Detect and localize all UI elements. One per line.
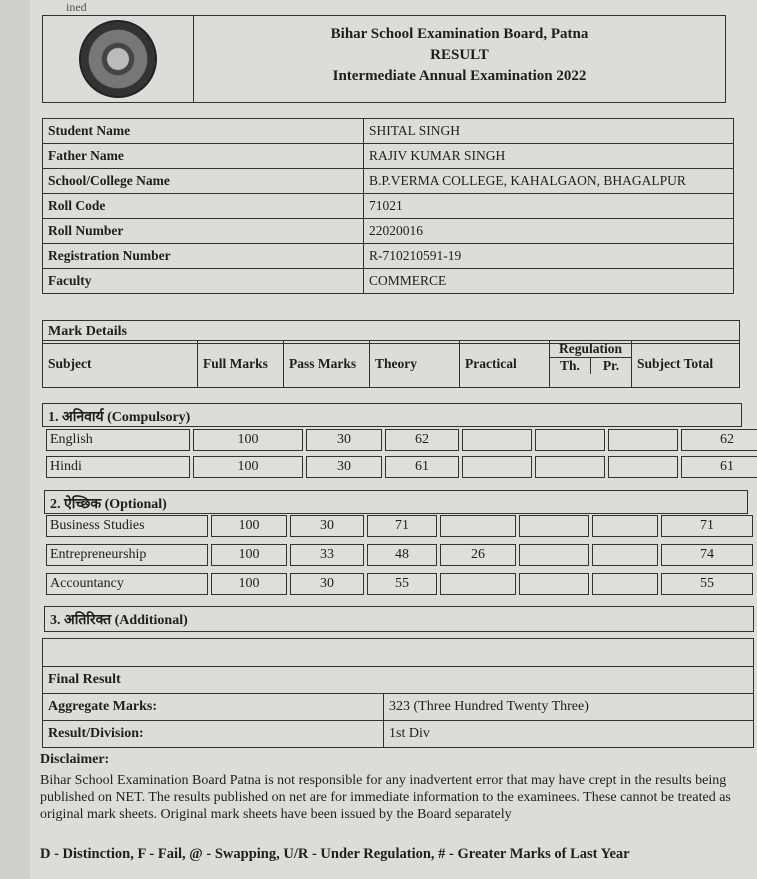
aggregate-label: Aggregate Marks:	[43, 694, 384, 721]
cell-th	[519, 544, 589, 566]
result-title: RESULT	[430, 47, 489, 63]
col-full-marks: Full Marks	[198, 341, 284, 387]
info-value: 22020016	[364, 219, 734, 244]
info-value: COMMERCE	[364, 269, 734, 294]
cell-th	[535, 429, 605, 451]
cell-full: 100	[211, 544, 287, 566]
subject-row	[46, 429, 757, 451]
section-compulsory: 1. अनिवार्य (Compulsory)	[42, 403, 742, 427]
info-value: RAJIV KUMAR SINGH	[364, 144, 734, 169]
col-subject: Subject	[43, 341, 198, 387]
info-label: Registration Number	[43, 244, 364, 269]
info-label: Roll Number	[43, 219, 364, 244]
cell-pass: 30	[306, 429, 382, 451]
final-result-table	[42, 666, 754, 748]
info-row	[43, 219, 734, 244]
cell-th	[519, 515, 589, 537]
cell-full: 100	[193, 456, 303, 478]
cell-pr	[592, 515, 658, 537]
corner-text: ined	[66, 0, 87, 14]
cell-pr	[592, 573, 658, 595]
cell-theory: 61	[385, 456, 459, 478]
info-row	[43, 119, 734, 144]
info-label: Faculty	[43, 269, 364, 294]
cell-pass: 30	[290, 573, 364, 595]
info-row	[43, 169, 734, 194]
info-label: Father Name	[43, 144, 364, 169]
disclaimer-text: Bihar School Examination Board Patna is not responsible for any inadvertent error that may have crept in the results being published on NET. The results published on net are for immediate information to the examinees. These cannot be treated as original mark sheets. Original mark sheets have been issued by the Board separately	[40, 773, 731, 822]
info-value: B.P.VERMA COLLEGE, KAHALGAON, BHAGALPUR	[364, 169, 734, 194]
cell-total: 74	[661, 544, 753, 566]
col-practical: Practical	[460, 341, 550, 387]
cell-total: 55	[661, 573, 753, 595]
cell-practical: 26	[440, 544, 516, 566]
subject-row	[46, 544, 753, 566]
cell-practical	[440, 573, 516, 595]
info-row	[43, 244, 734, 269]
cell-practical	[440, 515, 516, 537]
cell-subject: Entrepreneurship	[46, 544, 208, 566]
section-optional: 2. ऐच्छिक (Optional)	[44, 490, 748, 514]
col-subject-total: Subject Total	[637, 356, 714, 371]
cell-theory: 48	[367, 544, 437, 566]
aggregate-value: 323 (Three Hundred Twenty Three)	[384, 694, 754, 721]
cell-subject: Business Studies	[46, 515, 208, 537]
board-name: Bihar School Examination Board, Patna	[330, 26, 589, 42]
col-regulation: Regulation Th. Pr.	[550, 341, 632, 387]
info-row	[43, 269, 734, 294]
info-value: 71021	[364, 194, 734, 219]
subject-row	[46, 515, 753, 537]
division-value: 1st Div	[384, 721, 754, 748]
cell-total: 62	[681, 429, 757, 451]
cell-theory: 62	[385, 429, 459, 451]
marks-header	[42, 340, 740, 388]
subject-row	[46, 456, 757, 478]
cell-theory: 71	[367, 515, 437, 537]
info-label: Student Name	[43, 119, 364, 144]
cell-pr	[592, 544, 658, 566]
section-additional: 3. अतिरिक्त (Additional)	[44, 606, 754, 632]
cell-full: 100	[211, 573, 287, 595]
student-info-table	[42, 118, 734, 294]
cell-pass: 33	[290, 544, 364, 566]
cell-subject: Accountancy	[46, 573, 208, 595]
cell-total: 71	[661, 515, 753, 537]
cell-subject: English	[46, 429, 190, 451]
col-theory: Theory	[370, 341, 460, 387]
result-header	[42, 15, 726, 103]
cell-pass: 30	[306, 456, 382, 478]
cell-theory: 55	[367, 573, 437, 595]
cell-practical	[462, 456, 532, 478]
col-reg-pr: Pr.	[602, 358, 620, 373]
info-value: SHITAL SINGH	[364, 119, 734, 144]
col-reg-th: Th.	[550, 358, 591, 374]
info-row	[43, 144, 734, 169]
info-value: R-710210591-19	[364, 244, 734, 269]
cell-full: 100	[211, 515, 287, 537]
cell-practical	[462, 429, 532, 451]
cell-pr	[608, 456, 678, 478]
exam-name: Intermediate Annual Examination 2022	[332, 68, 587, 84]
info-label: Roll Code	[43, 194, 364, 219]
cell-pass: 30	[290, 515, 364, 537]
cell-th	[519, 573, 589, 595]
division-label: Result/Division:	[43, 721, 384, 748]
disclaimer-title: Disclaimer:	[40, 752, 110, 767]
cell-subject: Hindi	[46, 456, 190, 478]
legend-text: D - Distinction, F - Fail, @ - Swapping, U/R - Under Regulation, # - Greater Marks of Last Year	[40, 846, 630, 862]
board-seal-icon	[79, 20, 157, 98]
subject-row	[46, 573, 753, 595]
info-row	[43, 194, 734, 219]
cell-total: 61	[681, 456, 757, 478]
info-label: School/College Name	[43, 169, 364, 194]
cell-th	[535, 456, 605, 478]
col-pass-marks: Pass Marks	[284, 341, 370, 387]
final-result-title: Final Result	[43, 667, 754, 694]
cell-pr	[608, 429, 678, 451]
mark-details-heading: Mark Details	[42, 320, 740, 344]
cell-full: 100	[193, 429, 303, 451]
